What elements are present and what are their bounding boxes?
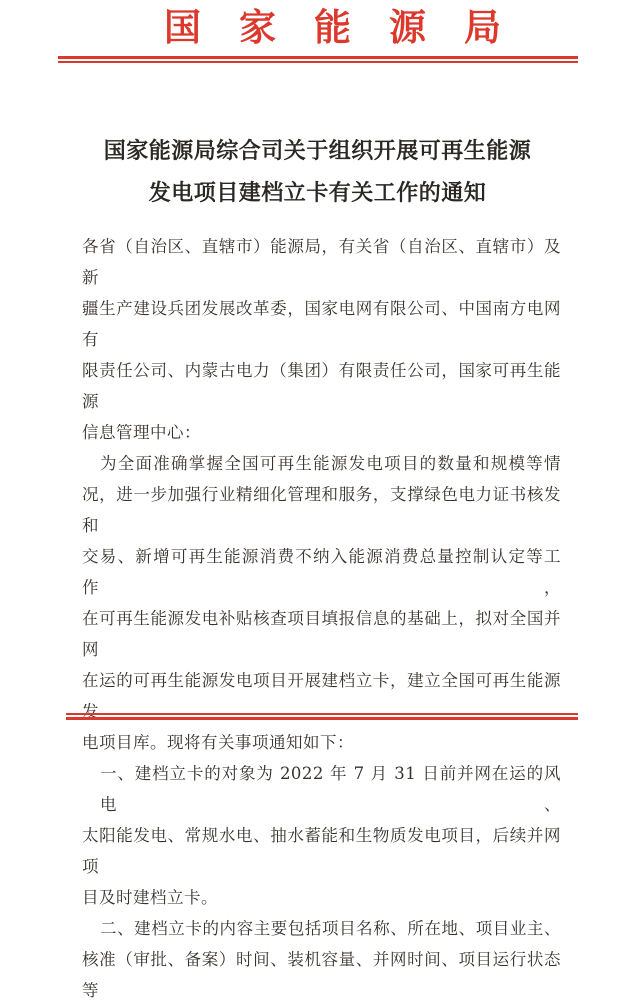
document-title-line-1: 国家能源局综合司关于组织开展可再生能源 bbox=[103, 138, 532, 164]
body-line: 电项目库。现将有关事项通知如下： bbox=[82, 733, 354, 752]
body-line: 限责任公司、内蒙古电力（集团）有限责任公司，国家可再生能源 bbox=[82, 361, 561, 411]
body-line: 核准（审批、备案）时间、装机容量、并网时间、项目运行状态等 bbox=[82, 950, 561, 1000]
masthead-double-rule bbox=[58, 56, 578, 63]
body-line: 况，进一步加强行业精细化管理和服务，支撑绿色电力证书核发和 bbox=[82, 485, 561, 535]
body-line: 在可再生能源发电补贴核查项目填报信息的基础上，拟对全国并网 bbox=[82, 609, 561, 659]
agency-masthead: 国家能源局 bbox=[164, 5, 539, 49]
body-line: 为全面准确掌握全国可再生能源发电项目的数量和规模等情 bbox=[100, 454, 561, 473]
body-line: 交易、新增可再生能源消费不纳入能源消费总量控制认定等工作， bbox=[82, 547, 561, 597]
body-line: 各省（自治区、直辖市）能源局，有关省（自治区、直辖市）及新 bbox=[82, 237, 561, 287]
footer-double-rule bbox=[66, 713, 578, 720]
body-line: 一、建档立卡的对象为 2022 年 7 月 31 日前并网在运的风电、 bbox=[100, 764, 561, 814]
body-line: 太阳能发电、常规水电、抽水蓄能和生物质发电项目，后续并网项 bbox=[82, 826, 561, 876]
document-body bbox=[82, 231, 561, 1006]
document-title-line-2: 发电项目建档立卡有关工作的通知 bbox=[148, 180, 487, 206]
body-line: 二、建档立卡的内容主要包括项目名称、所在地、项目业主、 bbox=[100, 919, 561, 938]
body-line: 信息管理中心： bbox=[82, 423, 201, 442]
body-line: 在运的可再生能源发电项目开展建档立卡，建立全国可再生能源发 bbox=[82, 671, 561, 721]
body-line: 目及时建档立卡。 bbox=[82, 888, 218, 907]
document-title bbox=[0, 130, 635, 214]
body-line: 疆生产建设兵团发展改革委，国家电网有限公司、中国南方电网有 bbox=[82, 299, 561, 349]
